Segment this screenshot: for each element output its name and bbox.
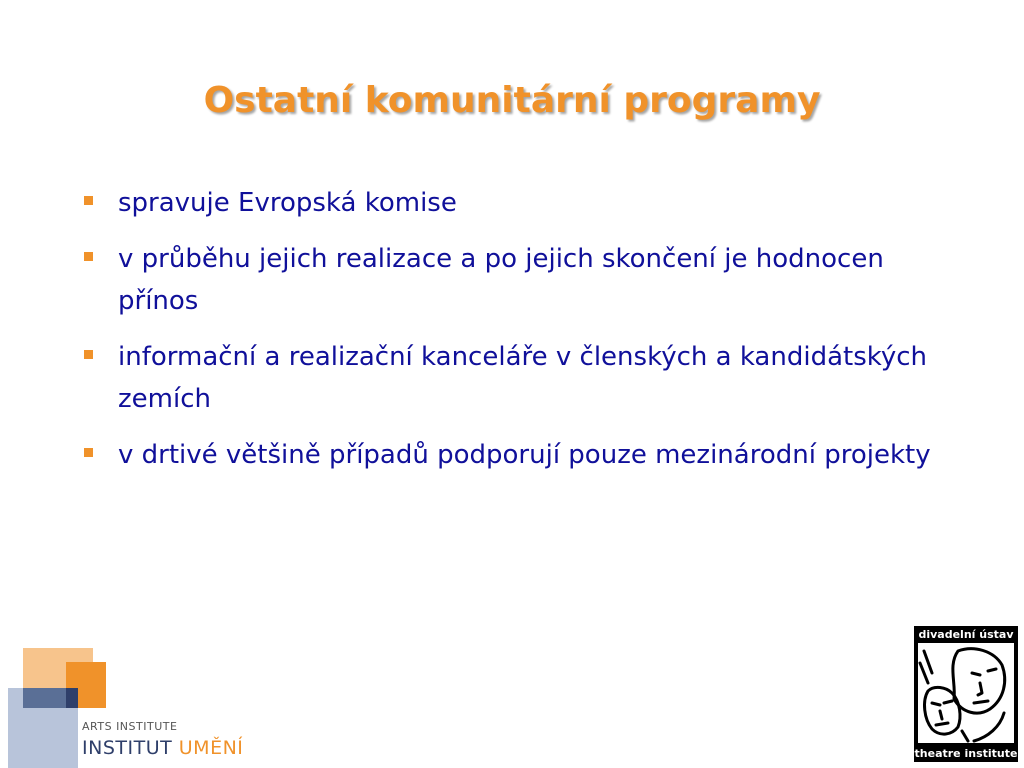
- umeni-word: UMĚNÍ: [178, 737, 244, 759]
- bullet-text: v průběhu jejich realizace a po jejich skončení je hodnocen přínos: [118, 244, 884, 316]
- bullet-item: [82, 238, 952, 322]
- institut-word: INSTITUT: [82, 737, 173, 759]
- bullet-text: informační a realizační kanceláře v členských a kandidátských zemích: [118, 342, 928, 414]
- arts-institute-label: ARTS INSTITUTE: [82, 720, 178, 733]
- bullet-text: v drtivé většině případů podporují pouze mezinárodní projekty: [118, 440, 931, 470]
- bullet-item: [82, 182, 952, 224]
- square-bullet-icon: [84, 196, 93, 205]
- square-bullet-icon: [84, 448, 93, 457]
- bullet-list: [82, 182, 952, 490]
- bullet-text: spravuje Evropská komise: [118, 188, 457, 218]
- bullet-item: [82, 434, 952, 476]
- square-bullet-icon: [84, 350, 93, 359]
- square-bullet-icon: [84, 252, 93, 261]
- divadelni-ustav-label: divadelní ústav: [918, 628, 1014, 641]
- divadelni-ustav-logo: [914, 626, 1018, 762]
- institut-umeni-caption: [82, 720, 243, 759]
- theatre-masks-icon: [918, 643, 1014, 743]
- slide-title: Ostatní komunitární programy: [203, 80, 821, 121]
- bullet-item: [82, 336, 952, 420]
- institut-umeni-label: [82, 737, 243, 759]
- theatre-institute-label: theatre institute: [914, 747, 1018, 760]
